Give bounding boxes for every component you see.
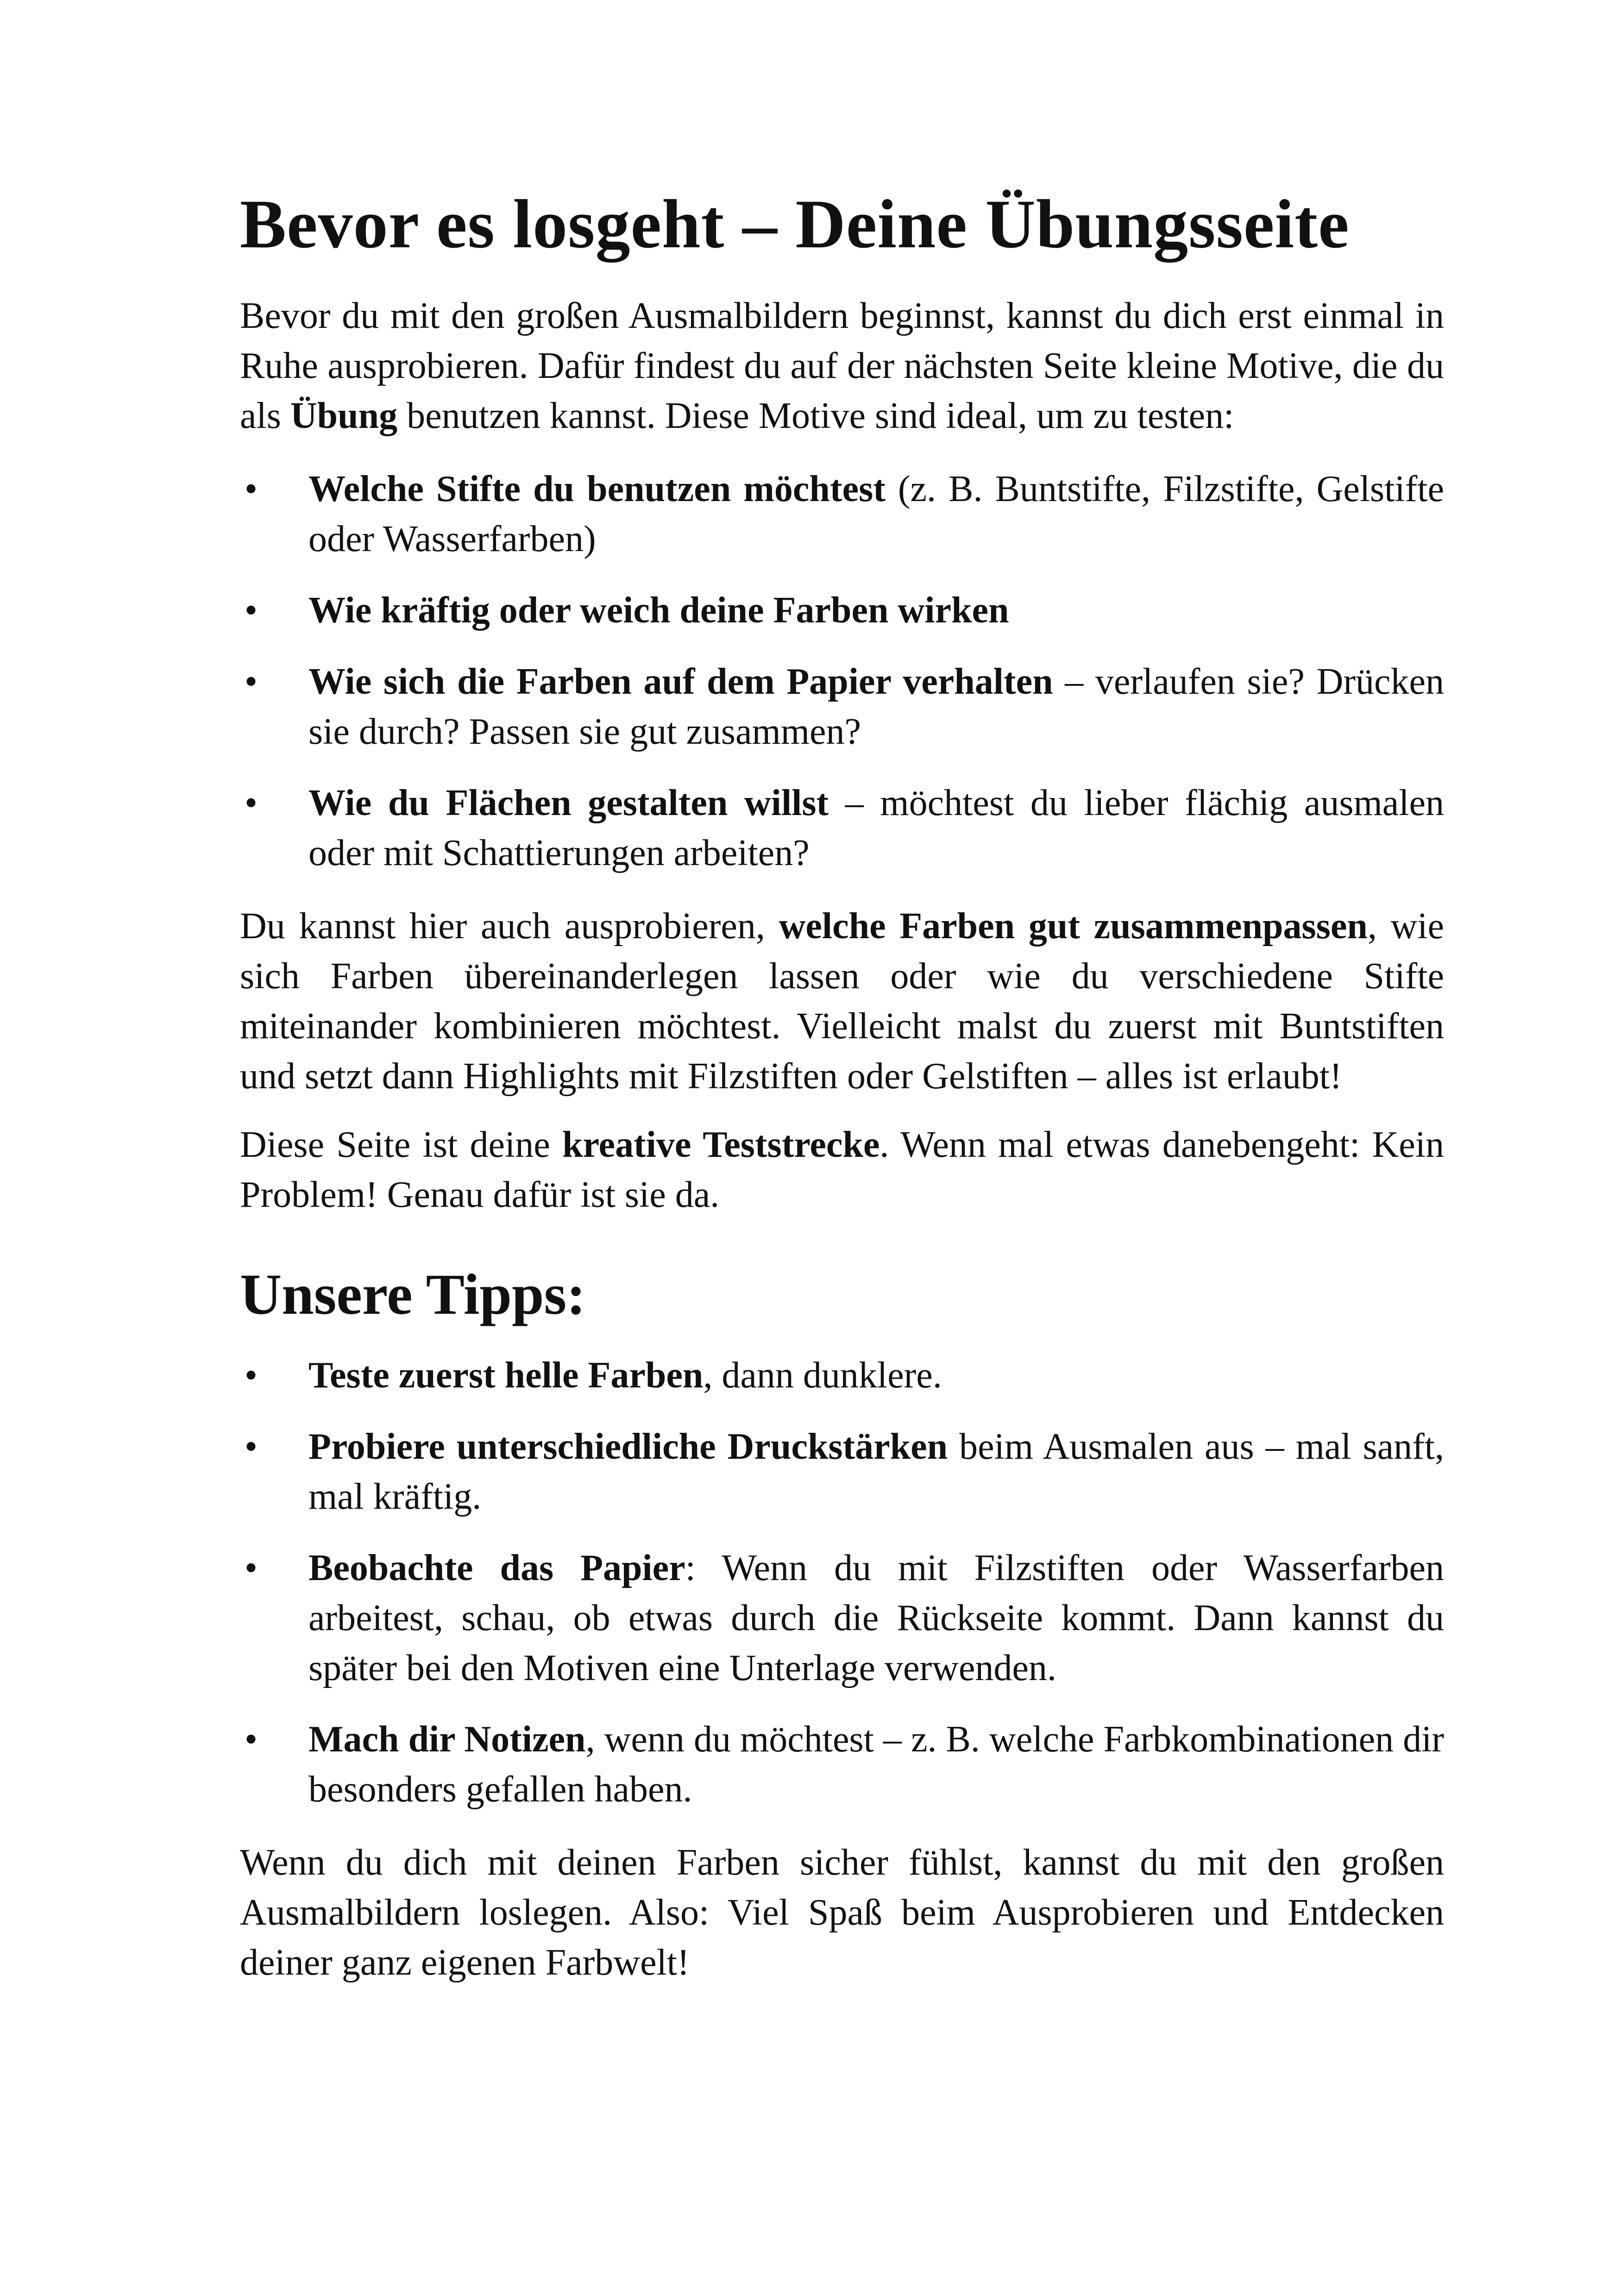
para2-bold: welche Farben gut zusammenpassen <box>779 906 1368 947</box>
list-item-text: , dann dunklere. <box>703 1355 942 1396</box>
intro-bold: Übung <box>290 395 398 436</box>
list-item-bold: Beobachte das Papier <box>308 1548 685 1588</box>
list-item-text: – möchtest du lieber flächig ausmalen oder mit Schattierungen arbeiten? <box>308 783 1444 873</box>
closing-paragraph: Wenn du dich mit deinen Farben sicher fühlst, kannst du mit den großen Ausmalbildern loslegen. Also: Viel Spaß beim Ausprobieren und Entdecken deiner ganz eigenen Farbwelt! <box>240 1842 1444 1983</box>
bullet-icon: • <box>245 783 258 823</box>
intro-text-before: Bevor du mit den großen Ausmalbildern beginnst, kannst du dich erst einmal in Ruhe ausprobieren. Dafür findest du auf der nächsten Seite kleine Motive, die du als <box>240 295 1444 436</box>
tips-list <box>240 1350 1444 1814</box>
list-item-bold: Probiere unterschiedliche Druckstärken <box>308 1426 948 1467</box>
list-item-text: , wenn du möchtest – z. B. welche Farbkombinationen dir besonders gefallen haben. <box>308 1719 1445 1810</box>
para3-bold: kreative Teststrecke <box>562 1124 880 1165</box>
test-points-list <box>240 464 1444 878</box>
tips-heading: Unsere Tipps: <box>240 1263 586 1327</box>
para3-text-after: . Wenn mal etwas danebengeht: Kein Problem! Genau dafür ist sie da. <box>240 1124 1444 1215</box>
colors-paragraph <box>240 901 1444 1101</box>
list-item <box>240 657 1444 757</box>
intro-text-after: benutzen kannst. Diese Motive sind ideal, um zu testen: <box>397 395 1234 436</box>
list-item <box>240 1422 1444 1522</box>
list-item-text: beim Ausmalen aus – mal sanft, mal kräftig. <box>308 1426 1445 1517</box>
list-item <box>240 1543 1444 1693</box>
list-item <box>240 1350 1444 1400</box>
bullet-icon: • <box>245 1548 258 1588</box>
bullet-icon: • <box>245 1719 258 1760</box>
intro-paragraph <box>240 291 1444 441</box>
list-item-text: (z. B. Buntstifte, Filzstifte, Gelstifte oder Wasserfarben) <box>308 469 1445 559</box>
list-item-bold: Wie kräftig oder weich deine Farben wirken <box>308 590 1009 631</box>
document-page <box>240 185 1444 2006</box>
list-item-bold: Wie sich die Farben auf dem Papier verhalten <box>308 661 1053 702</box>
bullet-icon: • <box>245 1355 258 1396</box>
bullet-icon: • <box>245 590 258 631</box>
bullet-icon: • <box>245 469 258 509</box>
para3-text-before: Diese Seite ist deine <box>240 1124 562 1165</box>
bullet-icon: • <box>245 1426 258 1467</box>
list-item-bold: Teste zuerst helle Farben <box>308 1355 704 1396</box>
list-item-bold: Wie du Flächen gestalten willst <box>308 783 829 823</box>
list-item-bold: Welche Stifte du benutzen möchtest <box>308 469 886 509</box>
list-item <box>240 585 1444 635</box>
list-item <box>240 464 1444 564</box>
list-item-text: : Wenn du mit Filzstiften oder Wasserfarben arbeitest, schau, ob etwas durch die Rückseite kommt. Dann kannst du später bei den Motiven eine Unterlage verwenden. <box>308 1548 1444 1688</box>
bullet-icon: • <box>245 661 258 702</box>
teststrecke-paragraph <box>240 1120 1444 1220</box>
para2-text-before: Du kannst hier auch ausprobieren, <box>240 906 779 947</box>
list-item-text: – verlaufen sie? Drücken sie durch? Passen sie gut zusammen? <box>308 661 1444 752</box>
list-item <box>240 778 1444 878</box>
list-item-bold: Mach dir Notizen <box>308 1719 586 1760</box>
page-title: Bevor es losgeht – Deine Übungsseite <box>240 186 1350 263</box>
list-item <box>240 1714 1444 1814</box>
para2-text-after: , wie sich Farben übereinanderlegen lassen oder wie du verschiedene Stifte miteinander kombinieren möchtest. Vielleicht malst du zuerst mit Buntstiften und setzt dann Highlights mit Filzstiften oder Gelstiften – alles ist erlaubt! <box>240 906 1444 1097</box>
